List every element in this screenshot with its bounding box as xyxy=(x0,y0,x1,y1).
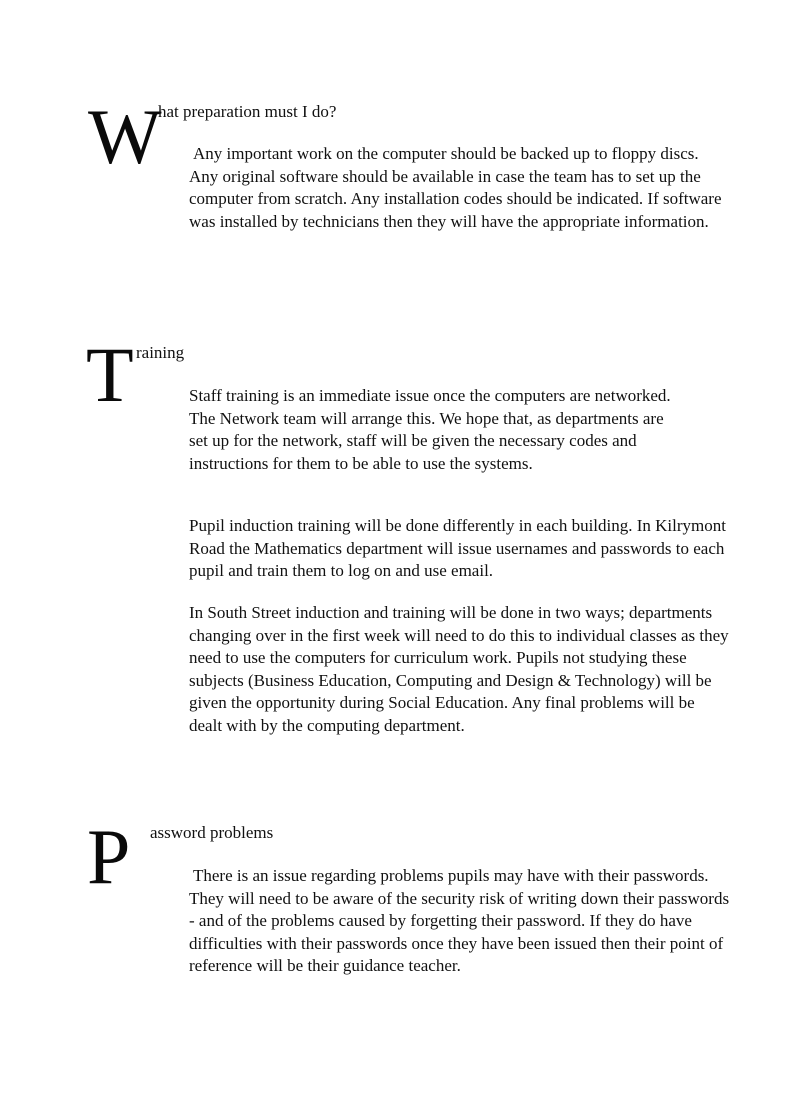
paragraph-text: Any important work on the computer should be backed up to floppy discs. Any original software should be available in case the team has to set up the computer from scratch. Any installation codes should be indicated. If software was installed by technicians then they will have the appropriate information. xyxy=(189,144,722,231)
heading-training: raining xyxy=(136,343,185,362)
paragraph-preparation xyxy=(189,143,729,233)
heading-password: assword problems xyxy=(150,823,274,842)
drop-cap-w: W xyxy=(88,93,162,180)
paragraph-south-street: In South Street induction and training will be done in two ways; departments changing over in the first week will need to do this to individual classes as they need to use the computers for curriculum work. Pupils not studying these subjects (Business Education, Computing and Design & Technology) will be given the opportunity during Social Education. Any final problems will be dealt with by the computing department. xyxy=(189,603,729,735)
paragraph-staff-training: Staff training is an immediate issue once the computers are networked. The Network team will arrange this. We hope that, as departments are set up for the network, staff will be given the necessary codes and instructions for them to be able to use the systems. xyxy=(189,386,671,473)
paragraph-password xyxy=(189,865,734,978)
heading-preparation: hat preparation must I do? xyxy=(158,102,337,121)
paragraph-text: There is an issue regarding problems pupils may have with their passwords. They will need to be aware of the security risk of writing down their passwords - and of the problems caused by forgetting their password. If they do have difficulties with their passwords once they have been issued then their point of reference will be their guidance teacher. xyxy=(189,866,730,975)
paragraph-pupil-induction: Pupil induction training will be done differently in each building. In Kilrymont Road the Mathematics department will issue usernames and passwords to each pupil and train them to log on and use email. xyxy=(189,516,726,580)
drop-cap-p: P xyxy=(87,813,131,900)
drop-cap-t: T xyxy=(86,331,134,418)
